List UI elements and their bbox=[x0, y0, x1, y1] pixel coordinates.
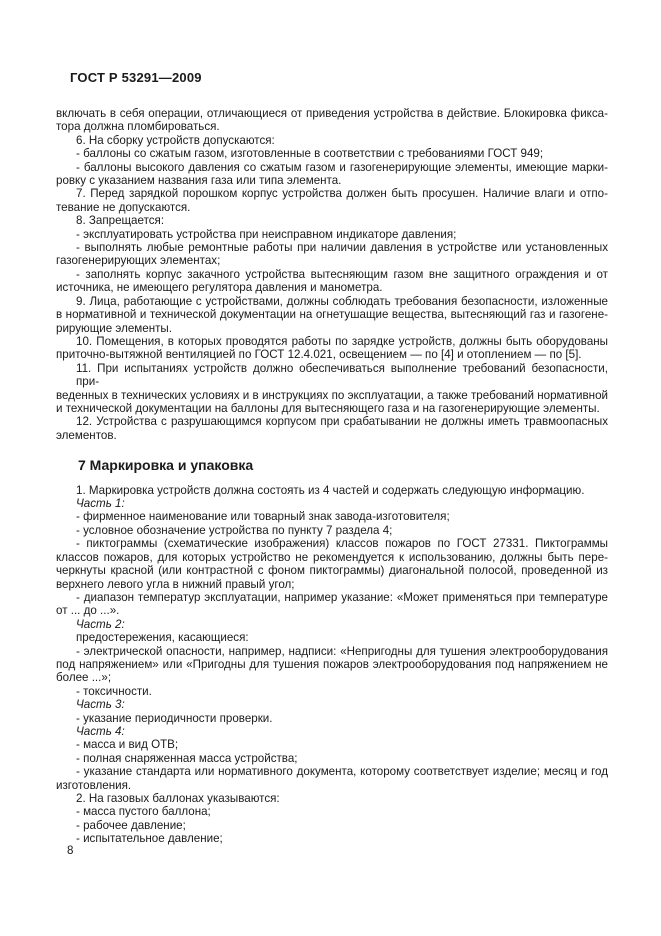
text-line: - диапазон температур эксплуатации, например указание: «Может применяться при температуре bbox=[76, 590, 608, 604]
text-line: веденных в технических условиях и в инструкциях по эксплуатации, а также требований нормативной bbox=[56, 388, 608, 402]
text-line: - баллоны высокого давления со сжатым газом и газогенерирующие элементы, имеющие марки- bbox=[76, 160, 608, 174]
text-line: элементов. bbox=[56, 428, 117, 442]
text-line: - указание периодичности проверки. bbox=[76, 711, 273, 725]
text-line: - электрической опасности, например, надписи: «Непригодны для тушения электрооборудования bbox=[76, 644, 608, 658]
text-line: - токсичности. bbox=[76, 684, 152, 698]
text-line: 2. На газовых баллонах указываются: bbox=[76, 792, 280, 805]
text-line: - пиктограммы (схематические изображения) классов пожаров по ГОСТ 27331. Пиктограммы bbox=[76, 537, 608, 551]
text-line: - испытательное давление; bbox=[76, 832, 223, 846]
text-line: - заполнять корпус закачного устройства вытесняющим газом вне защитного ограждения и от bbox=[76, 267, 608, 281]
text-line: и технической документации на баллоны для вытесняющего газа и на газогенерирующие элементы. bbox=[56, 401, 600, 415]
text-line: 8. Запрещается: bbox=[76, 214, 165, 228]
text-line: классов пожаров, для которых устройство не рекомендуется к использованию, должны быть пере- bbox=[56, 550, 608, 564]
text-line: предостережения, касающиеся: bbox=[76, 631, 249, 645]
text-line: тора должна пломбироваться. bbox=[56, 120, 220, 134]
text-line: 1. Маркировка устройств должна состоять из 4 частей и содержать следующую информацию. bbox=[76, 483, 585, 497]
text-line: - масса и вид ОТВ; bbox=[76, 738, 179, 752]
document-header: ГОСТ Р 53291—2009 bbox=[70, 70, 202, 85]
text-line: - выполнять любые ремонтные работы при наличии давления в устройстве или установленных bbox=[76, 241, 608, 255]
text-line: 10. Помещения, в которых проводятся работы по зарядке устройств, должны быть оборудованы bbox=[76, 334, 608, 348]
text-line: изготовления. bbox=[56, 778, 132, 792]
text-line: 11. При испытаниях устройств должно обеспечиваться выполнение требований безопасности, при- bbox=[76, 361, 608, 389]
text-line: черкнуты красной (или контрастной с фоном пиктограммы) диагональной полосой, проведенной из bbox=[56, 564, 608, 578]
text-line: Часть 3: bbox=[76, 698, 125, 712]
text-line: - условное обозначение устройства по пункту 7 раздела 4; bbox=[76, 523, 393, 537]
text-line: газогенерирующих элементах; bbox=[56, 254, 221, 268]
text-line: - баллоны со сжатым газом, изготовленные в соответствии с требованиями ГОСТ 949; bbox=[76, 147, 544, 161]
text-line: верхнего левого угла в нижний правый угол; bbox=[56, 577, 295, 591]
text-line: включать в себя операции, отличающиеся от приведения устройства в действие. Блокировка фикса- bbox=[56, 107, 608, 120]
text-line: 7. Перед зарядкой порошком корпус устройства должен быть просушен. Наличие влаги и отпо- bbox=[76, 187, 608, 201]
text-line: - эксплуатировать устройства при неисправном индикаторе давления; bbox=[76, 227, 457, 241]
text-line: - масса пустого баллона; bbox=[76, 805, 211, 819]
document-body bbox=[56, 107, 608, 846]
text-line: Часть 4: bbox=[76, 724, 125, 738]
text-line: приточно-вытяжной вентиляцией по ГОСТ 12.4.021, освещением — по [4] и отоплением — по [5]. bbox=[56, 348, 582, 362]
body-text-after-heading bbox=[56, 484, 608, 846]
text-line: под напряжением» или «Пригодны для тушения пожаров электрооборудования под напряжением не bbox=[56, 657, 608, 671]
text-line: рирующие элементы. bbox=[56, 321, 172, 335]
text-line: - полная снаряженная масса устройства; bbox=[76, 751, 298, 765]
text-line: от ... до ...». bbox=[56, 604, 120, 618]
text-line: более ...»; bbox=[56, 671, 112, 685]
text-line: - рабочее давление; bbox=[76, 818, 186, 832]
text-line: ровку с указанием названия газа или типа элемента. bbox=[56, 174, 342, 188]
text-line: Часть 1: bbox=[76, 497, 125, 511]
body-text-before-heading bbox=[56, 107, 608, 442]
text-line: - указание стандарта или нормативного документа, которому соответствует изделие; месяц и год bbox=[76, 765, 608, 779]
text-line: - фирменное наименование или товарный знак завода-изготовителя; bbox=[76, 510, 450, 524]
text-line: в нормативной и технической документации на огнетушащие вещества, вытесняющий газ и газогене- bbox=[56, 308, 608, 322]
text-line: 9. Лица, работающие с устройствами, должны соблюдать требования безопасности, изложенные bbox=[76, 294, 608, 308]
text-line: источника, не имеющего регулятора давления и манометра. bbox=[56, 281, 383, 295]
section-heading: 7 Маркировка и упаковка bbox=[78, 457, 254, 474]
text-line: 12. Устройства с разрушающимся корпусом при срабатывании не должны иметь травмоопасных bbox=[76, 415, 608, 429]
text-line: 6. На сборку устройств допускаются: bbox=[76, 133, 275, 147]
text-line: Часть 2: bbox=[76, 617, 125, 631]
text-line: тевание не допускаются. bbox=[56, 200, 191, 214]
page-number: 8 bbox=[67, 844, 74, 857]
